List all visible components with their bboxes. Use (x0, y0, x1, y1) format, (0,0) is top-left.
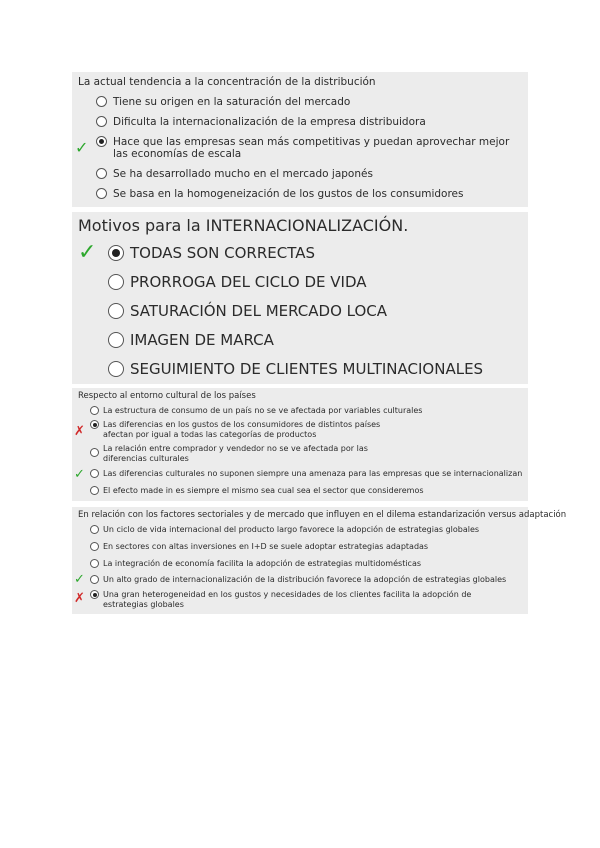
option-2[interactable] (96, 116, 426, 128)
correct-check-icon: ✓ (74, 572, 85, 587)
question-block-entorno-cultural (72, 388, 528, 501)
radio-button[interactable] (108, 361, 124, 377)
option-label: El efecto made in es siempre el mismo sea cual sea el sector que consideremos (103, 486, 424, 495)
question-text: En relación con los factores sectoriales y de mercado que influyen en el dilema estandarización versus adaptación (78, 510, 567, 520)
option-label: SEGUIMIENTO DE CLIENTES MULTINACIONALES (130, 360, 484, 378)
radio-button[interactable] (96, 96, 107, 107)
option-label: TODAS SON CORRECTAS (130, 244, 315, 262)
option-label: En sectores con altas inversiones en I+D se suele adoptar estrategias adaptadas (103, 542, 429, 551)
option-4[interactable] (90, 575, 506, 585)
option-3[interactable] (90, 444, 410, 463)
radio-button[interactable] (90, 406, 99, 415)
option-label: Las diferencias en los gustos de los consumidores de distintos países afectan por igual a todas las categorías de productos (103, 420, 381, 439)
radio-button[interactable] (96, 188, 107, 199)
option-5[interactable] (96, 188, 463, 200)
option-5[interactable] (90, 486, 424, 496)
option-label: Se basa en la homogeneización de los gustos de los consumidores (113, 188, 464, 200)
option-1[interactable] (90, 525, 479, 535)
option-label: La integración de economía facilita la adopción de estrategias multidomésticas (103, 559, 422, 568)
option-1[interactable] (108, 244, 315, 262)
option-label: IMAGEN DE MARCA (130, 331, 274, 349)
radio-button[interactable] (90, 525, 99, 534)
radio-button[interactable] (90, 448, 99, 457)
option-4[interactable] (90, 469, 522, 479)
radio-button-selected[interactable] (90, 590, 99, 599)
radio-button[interactable] (96, 168, 107, 179)
radio-button[interactable] (90, 542, 99, 551)
option-3[interactable] (90, 559, 421, 569)
option-3[interactable] (108, 302, 387, 320)
option-label: Una gran heterogeneidad en los gustos y necesidades de los clientes facilita la adopción de estrategias globales (103, 590, 472, 609)
option-label: Tiene su origen en la saturación del mercado (113, 96, 351, 108)
question-text: Respecto al entorno cultural de los países (78, 391, 256, 401)
radio-button[interactable] (108, 332, 124, 348)
option-label: Hace que las empresas sean más competitivas y puedan aprovechar mejor las economías de escala (113, 136, 510, 160)
option-4[interactable] (108, 331, 274, 349)
radio-button-selected[interactable] (108, 245, 124, 261)
correct-check-icon: ✓ (75, 138, 89, 157)
option-label: Dificulta la internacionalización de la empresa distribuidora (113, 116, 426, 128)
radio-button[interactable] (108, 303, 124, 319)
option-label: Se ha desarrollado mucho en el mercado japonés (113, 168, 373, 180)
option-2[interactable] (90, 542, 428, 552)
question-block-internacionalizacion (72, 212, 528, 384)
option-5[interactable] (90, 590, 510, 609)
radio-button-selected[interactable] (90, 420, 99, 429)
question-block-concentracion (72, 72, 528, 207)
correct-check-icon: ✓ (78, 240, 97, 265)
radio-button[interactable] (90, 575, 99, 584)
question-text: La actual tendencia a la concentración de la distribución (78, 76, 376, 88)
incorrect-cross-icon: ✗ (74, 424, 85, 439)
option-2[interactable] (90, 420, 410, 439)
option-label: Un alto grado de internacionalización de la distribución favorece la adopción de estrategias globales (103, 575, 507, 584)
option-label: SATURACIÓN DEL MERCADO LOCA (130, 302, 388, 320)
option-label: Un ciclo de vida internacional del producto largo favorece la adopción de estrategias globales (103, 525, 480, 534)
option-4[interactable] (96, 168, 373, 180)
radio-button[interactable] (90, 559, 99, 568)
radio-button-selected[interactable] (96, 136, 107, 147)
option-label: Las diferencias culturales no suponen siempre una amenaza para las empresas que se internacionalizan (103, 469, 523, 478)
option-label: PRORROGA DEL CICLO DE VIDA (130, 273, 367, 291)
correct-check-icon: ✓ (74, 467, 85, 482)
incorrect-cross-icon: ✗ (74, 591, 85, 606)
option-label: La estructura de consumo de un país no se ve afectada por variables culturales (103, 406, 423, 415)
question-text: Motivos para la INTERNACIONALIZACIÓN. (78, 216, 409, 235)
option-2[interactable] (108, 273, 367, 291)
option-3[interactable] (96, 136, 516, 160)
option-label: La relación entre comprador y vendedor no se ve afectada por las diferencias culturales (103, 444, 368, 463)
radio-button[interactable] (90, 469, 99, 478)
option-5[interactable] (108, 360, 483, 378)
radio-button[interactable] (96, 116, 107, 127)
option-1[interactable] (96, 96, 350, 108)
question-block-estandarizacion (72, 507, 567, 614)
option-1[interactable] (90, 406, 422, 416)
radio-button[interactable] (90, 486, 99, 495)
radio-button[interactable] (108, 274, 124, 290)
